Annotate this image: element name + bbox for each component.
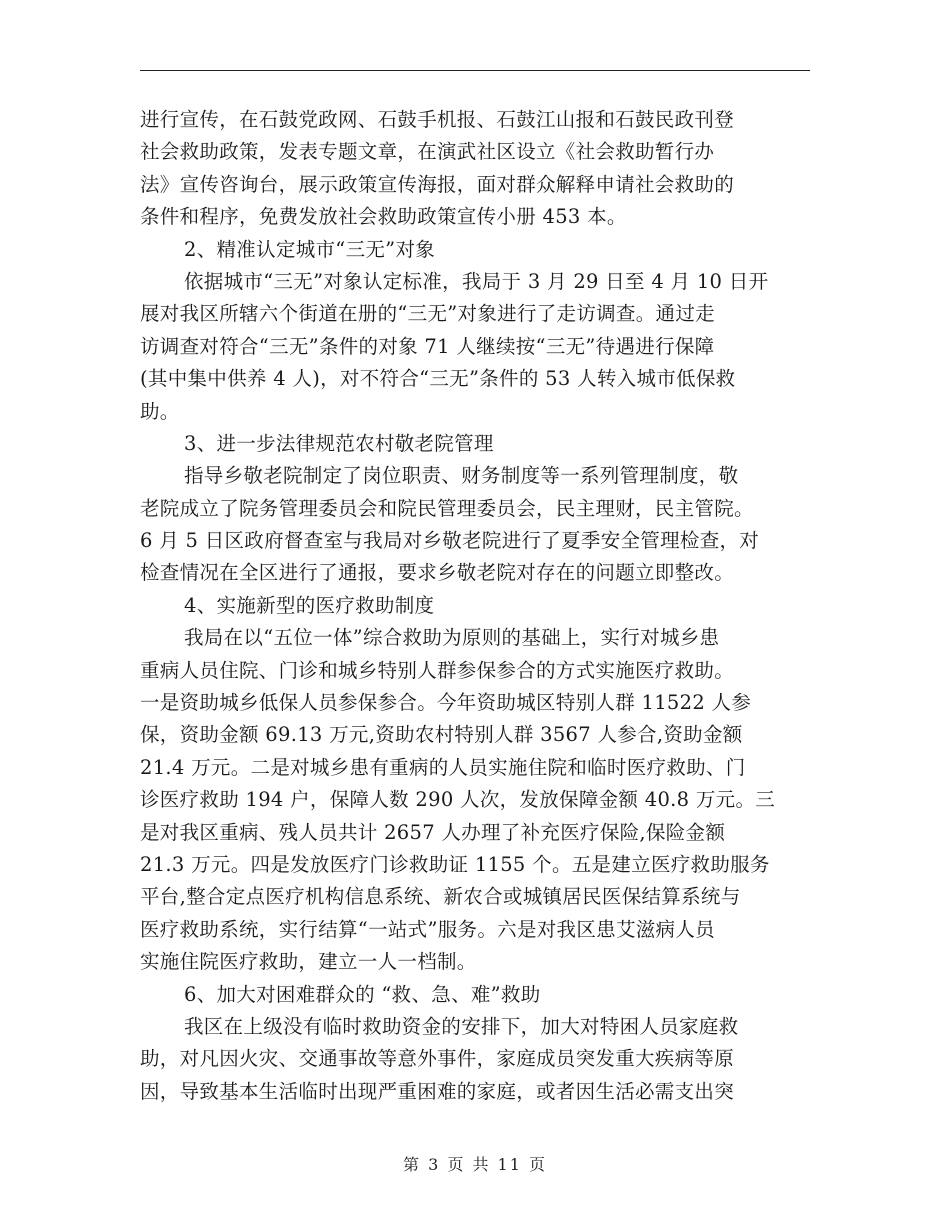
text-line: 21.4 万元。二是对城乡患有重病的人员实施住院和临时医疗救助、门 bbox=[140, 755, 746, 779]
document-body bbox=[140, 104, 812, 1108]
header-rule bbox=[140, 70, 810, 71]
text-line: 保，资助金额 69.13 万元,资助农村特别人群 3567 人参合,资助金额 bbox=[140, 723, 743, 747]
text-line: (其中集中供养 4 人)，对不符合“三无”条件的 53 人转入城市低保救 bbox=[140, 367, 736, 391]
text-line: 助，对凡因火灾、交通事故等意外事件，家庭成员突发重大疾病等原 bbox=[140, 1047, 735, 1071]
text-line: 老院成立了院务管理委员会和院民管理委员会，民主理财，民主管院。 bbox=[140, 496, 754, 520]
text-line: 21.3 万元。四是发放医疗门诊救助证 1155 个。五是建立医疗救助服务 bbox=[140, 852, 770, 876]
text-line: 指导乡敬老院制定了岗位职责、财务制度等一系列管理制度，敬 bbox=[184, 464, 739, 488]
text-line: 助。 bbox=[140, 399, 180, 423]
text-line: 6 月 5 日区政府督查室与我局对乡敬老院进行了夏季安全管理检查，对 bbox=[140, 529, 760, 553]
text-line: 因，导致基本生活临时出现严重困难的家庭，或者因生活必需支出突 bbox=[140, 1079, 735, 1103]
text-line: 检查情况在全区进行了通报，要求乡敬老院对存在的问题立即整改。 bbox=[140, 561, 735, 585]
text-line: 条件和程序，免费发放社会救助政策宣传小册 453 本。 bbox=[140, 205, 627, 229]
text-line: 依据城市“三无”对象认定标准，我局于 3 月 29 日至 4 月 10 日开 bbox=[184, 269, 769, 293]
text-line: 2、精准认定城市“三无”对象 bbox=[184, 237, 436, 261]
text-line: 一是资助城乡低保人员参保参合。今年资助城区特别人群 11522 人参 bbox=[140, 691, 752, 715]
text-line: 进行宣传，在石鼓党政网、石鼓手机报、石鼓江山报和石鼓民政刊登 bbox=[140, 108, 735, 131]
text-line: 6、加大对困难群众的 “救、急、难”救助 bbox=[184, 982, 541, 1006]
text-line: 展对我区所辖六个街道在册的“三无”对象进行了走访调查。通过走 bbox=[140, 302, 715, 326]
text-line: 医疗救助系统，实行结算“一站式”服务。六是对我区患艾滋病人员 bbox=[140, 917, 715, 941]
text-line: 重病人员住院、门诊和城乡特别人群参保参合的方式实施医疗救助。 bbox=[140, 658, 735, 682]
text-line: 是对我区重病、残人员共计 2657 人办理了补充医疗保险,保险金额 bbox=[140, 820, 726, 844]
text-line: 诊医疗救助 194 户，保障人数 290 人次，发放保障金额 40.8 万元。三 bbox=[140, 788, 776, 812]
text-line: 平台,整合定点医疗机构信息系统、新农合或城镇居民医保结算系统与 bbox=[140, 885, 741, 909]
text-line: 访调查对符合“三无”条件的对象 71 人继续按“三无”待遇进行保障 bbox=[140, 334, 715, 358]
text-line: 3、进一步法律规范农村敬老院管理 bbox=[184, 431, 494, 455]
text-line: 4、实施新型的医疗救助制度 bbox=[184, 593, 435, 617]
text-line: 我局在以“五位一体”综合救助为原则的基础上，实行对城乡患 bbox=[184, 626, 720, 650]
page-number: 第 3 页 共 11 页 bbox=[403, 1155, 547, 1174]
text-line: 法》宣传咨询台，展示政策宣传海报，面对群众解释申请社会救助的 bbox=[140, 172, 735, 196]
text-line: 我区在上级没有临时救助资金的安排下，加大对特困人员家庭救 bbox=[184, 1014, 739, 1038]
text-line: 社会救助政策，发表专题文章，在演武社区设立《社会救助暂行办 bbox=[140, 140, 715, 164]
text-line: 实施住院医疗救助，建立一人一档制。 bbox=[140, 950, 477, 974]
